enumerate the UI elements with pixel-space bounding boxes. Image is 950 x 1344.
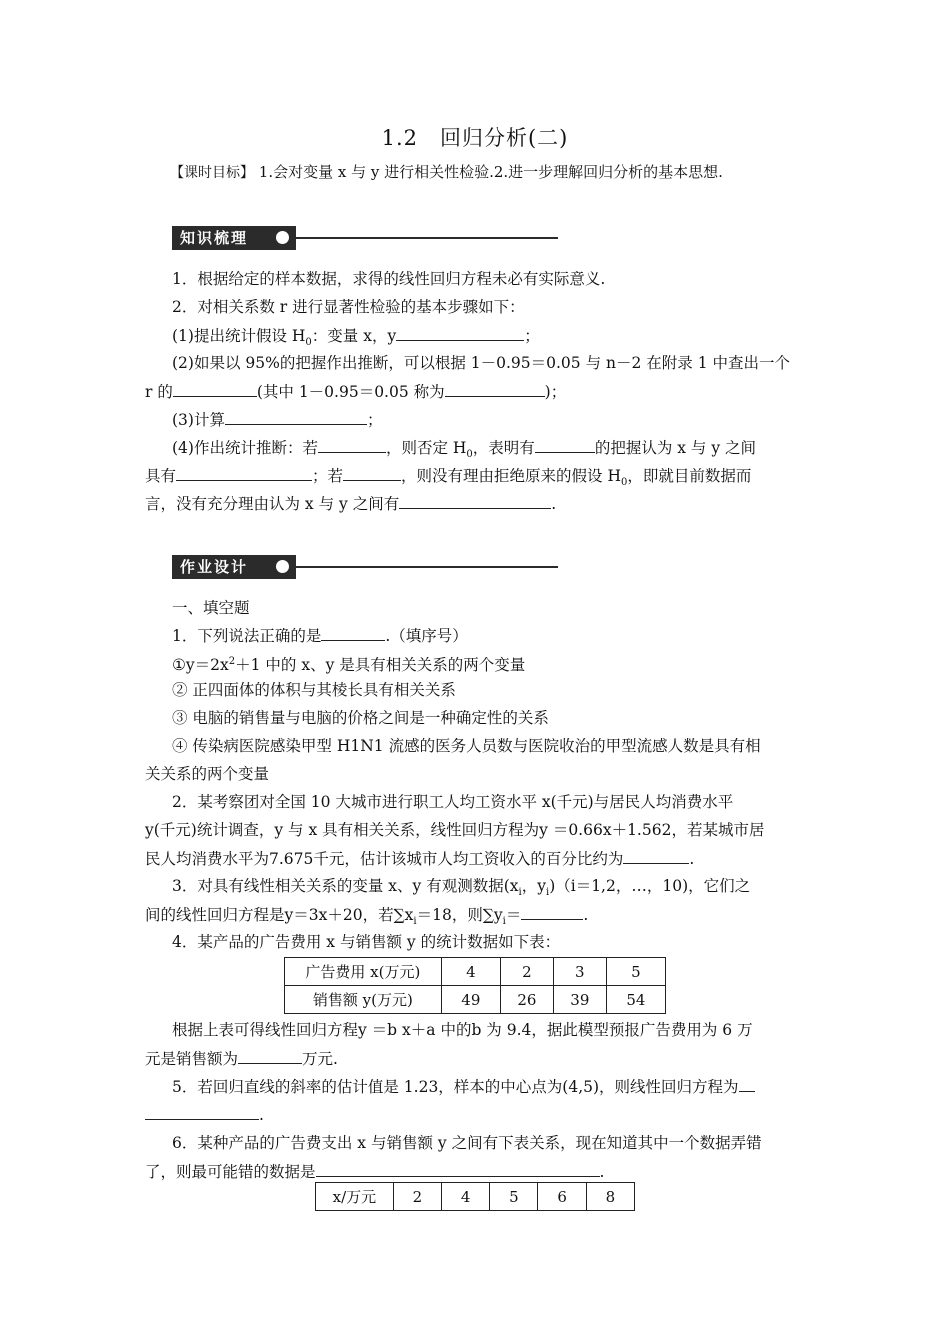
table-row [285,986,666,1014]
answer-blank[interactable] [238,1048,302,1064]
question-4: 4．某产品的广告费用 x 与销售额 y 的统计数据如下表： [172,933,561,951]
text: ，则没有理由拒绝原来的假设 H [401,467,621,485]
subscript: i [545,887,550,899]
text: 了，则最可能错的数据是 [145,1163,316,1181]
question-5-line-1 [172,1076,755,1097]
knowledge-line-6 [172,409,382,430]
table-cell: 49 [441,986,500,1014]
text: ，即就目前数据而 [627,467,752,485]
subscript: 0 [466,449,473,461]
text: ，则否定 H [385,439,467,457]
question-5-line-2 [145,1104,264,1125]
text: ＋1 中的 x、y 是具有相关关系的两个变量 [235,656,526,675]
answer-blank[interactable] [225,409,367,425]
homework-heading: 一、填空题 [172,599,250,617]
table-row [316,1183,635,1211]
table-cell: 销售额 y(万元) [285,986,442,1014]
text: 民人均消费水平为7.675千元，估计该城市人均工资收入的百分比约为 [145,850,624,868]
target-text: 1.会对变量 x 与 y 进行相关性检验.2.进一步理解回归分析的基本思想. [258,163,723,181]
answer-blank[interactable] [316,1161,600,1177]
knowledge-line-4: (2)如果以 95%的把握作出推断，可以根据 1－0.95＝0.05 与 n－2 在附录 1 中查出一个 [172,354,790,372]
table-cell: 6 [538,1183,586,1211]
table-cell: 26 [500,986,553,1014]
table-cell: 5 [606,958,665,986]
text: .（填序号） [385,627,468,645]
question-1-option-4a: ④ 传染病医院感染甲型 H1N1 流感的医务人员数与医院收治的甲型流感人数是具有相 [172,737,761,755]
superscript: 2 [228,656,236,667]
answer-blank[interactable] [535,437,595,453]
table-cell: 4 [441,958,500,986]
knowledge-line-7 [172,437,756,465]
text: ：变量 x，y [311,327,397,345]
table-cell: 54 [606,986,665,1014]
text: . [689,850,695,868]
text: (1)提出统计假设 H [172,327,306,345]
text: ； [524,327,540,345]
section-dot-icon [276,231,289,244]
text: )； [544,383,567,401]
table-cell: 3 [553,958,606,986]
text: (3)计算 [172,411,225,429]
answer-blank[interactable] [399,493,551,509]
text: 3．对具有线性相关关系的变量 x、y 有观测数据(x [172,877,519,895]
question-3-line-1 [172,876,750,903]
answer-blank[interactable] [176,465,312,481]
question-1-option-2: ② 正四面体的体积与其棱长具有相关关系 [172,681,456,699]
knowledge-line-2: 2．对相关系数 r 进行显著性检验的基本步骤如下： [172,298,525,316]
page-title: 1.2 回归分析(二) [381,126,569,150]
table-row [285,958,666,986]
question-2-line-3 [145,848,694,869]
subscript: i [502,916,506,928]
answer-blank[interactable] [521,904,583,920]
question-1-option-4b: 关关系的两个变量 [145,765,270,783]
text: ，y [521,877,546,895]
text: 的把握认为 x 与 y 之间 [594,439,757,457]
question-4-table [284,957,666,1014]
subscript: 0 [305,337,312,349]
knowledge-line-3 [172,325,540,353]
section-rule [296,237,558,239]
text: 1．下列说法正确的是 [172,627,322,645]
answer-blank[interactable] [343,465,401,481]
text: 元是销售额为 [145,1050,239,1068]
text: r 的 [145,383,173,401]
knowledge-line-1: 1．根据给定的样本数据，求得的线性回归方程未必有实际意义. [172,270,606,288]
answer-blank[interactable] [739,1076,755,1092]
answer-blank[interactable] [318,437,386,453]
answer-blank[interactable] [321,625,385,641]
knowledge-line-5 [145,381,566,402]
text: 具有 [145,467,177,485]
subscript: i [518,887,522,899]
answer-blank[interactable] [173,381,257,397]
knowledge-line-8 [145,465,751,493]
question-6-line-1: 6．某种产品的广告费支出 x 与销售额 y 之间有下表关系，现在知道其中一个数据弄错 [172,1134,762,1152]
text: ；若 [312,467,344,485]
table-cell: 4 [442,1183,490,1211]
section-dot-icon [276,560,289,573]
table-cell: x/万元 [316,1183,394,1211]
table-cell: 5 [490,1183,538,1211]
text: ，表明有 [472,439,535,457]
question-3-line-2 [145,904,588,932]
text: ＝ [505,906,522,924]
question-1 [172,625,468,646]
text: (4)作出统计推断：若 [172,439,318,457]
table-cell: 2 [500,958,553,986]
text: ； [366,411,383,429]
section-label: 知识梳理 [180,229,249,247]
question-4-after-2 [145,1048,338,1069]
table-cell: 2 [393,1183,441,1211]
answer-blank[interactable] [623,848,689,864]
section-rule [296,566,558,568]
table-cell: 8 [586,1183,634,1211]
section-label: 作业设计 [180,558,249,576]
text: . [583,906,589,924]
text: . [599,1163,605,1181]
text: (其中 1－0.95＝0.05 称为 [256,383,445,401]
question-2-line-2: y(千元)统计调查，y 与 x 具有相关关系，线性回归方程为y ＝0.66x＋1.562，若某城市居 [145,821,765,839]
subscript: i [413,916,417,928]
text: 万元. [302,1050,338,1068]
question-1-option-1 [172,652,525,675]
question-6-table [315,1182,635,1211]
lesson-target [170,162,723,183]
answer-blank[interactable] [445,381,545,397]
text: )（i＝1,2，…，10)，它们之 [549,877,751,895]
text: 间的线性回归方程是y＝3x＋20，若∑x [145,906,414,924]
subscript: 0 [620,477,628,489]
text: ＝18，则∑y [416,906,503,924]
target-tag: 【课时目标】 [170,165,254,181]
question-6-line-2 [145,1161,604,1182]
table-cell: 39 [553,986,606,1014]
question-2-line-1: 2．某考察团对全国 10 大城市进行职工人均工资水平 x(千元)与居民人均消费水平 [172,793,734,811]
text: ①y＝2x [172,656,229,675]
question-1-option-3: ③ 电脑的销售量与电脑的价格之间是一种确定性的关系 [172,709,549,727]
text: . [551,495,557,513]
question-4-after-1: 根据上表可得线性回归方程y ＝b x＋a 中的b 为 9.4，据此模型预报广告费用为 6 万 [172,1021,753,1039]
knowledge-line-9 [145,493,556,514]
answer-blank[interactable] [396,325,524,341]
text: . [259,1106,264,1124]
text: 5．若回归直线的斜率的估计值是 1.23，样本的中心点为(4,5)，则线性回归方程为 [172,1078,739,1096]
table-cell: 广告费用 x(万元) [285,958,442,986]
text: 言，没有充分理由认为 x 与 y 之间有 [145,495,400,513]
answer-blank[interactable] [145,1104,259,1120]
